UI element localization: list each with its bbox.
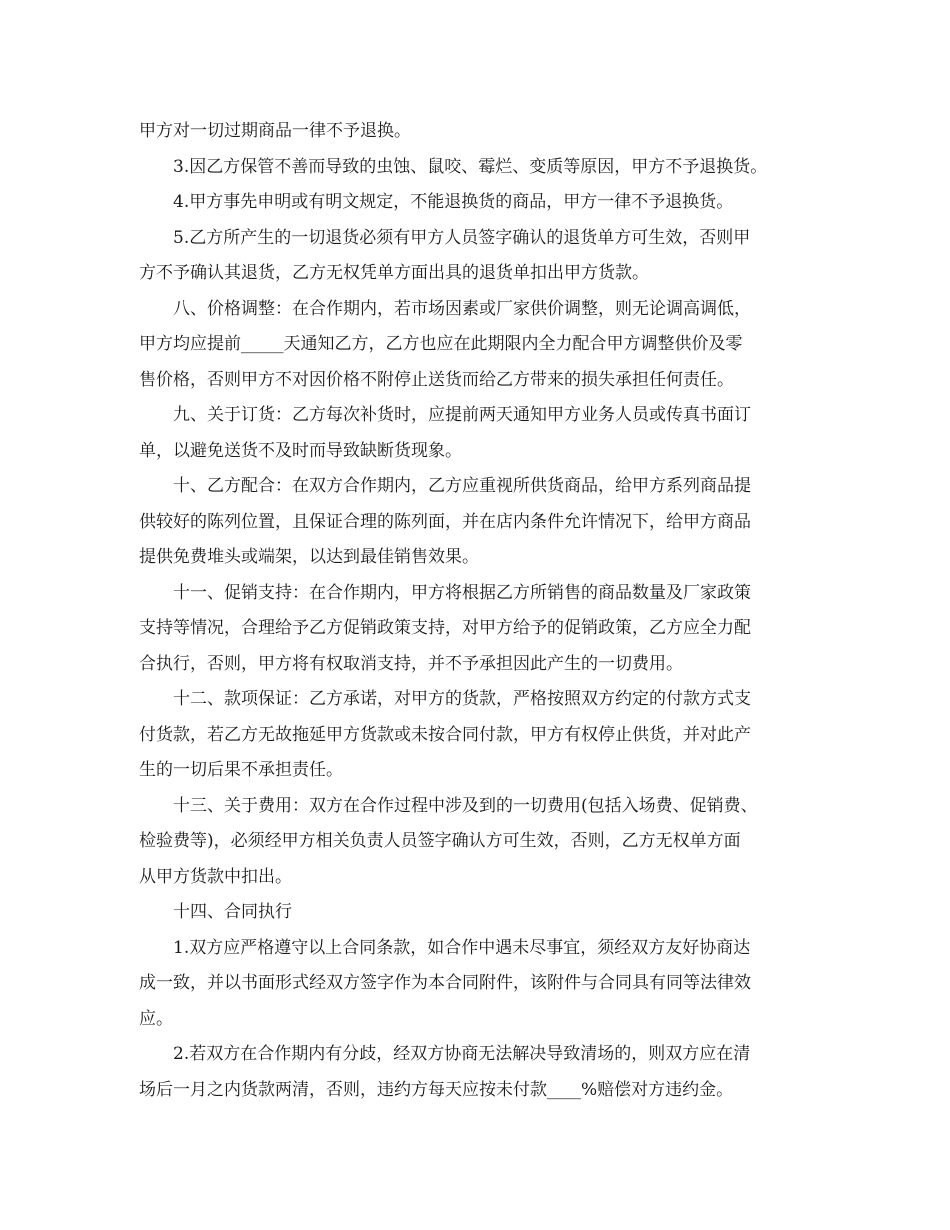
document-body	[139, 114, 819, 1108]
text-line: 2.若双方在合作期内有分歧，经双方协商无法解决导致清场的，则双方应在清	[173, 1044, 751, 1064]
text-line: 十三、关于费用：双方在合作过程中涉及到的一切费用(包括入场费、促销费、	[173, 795, 758, 816]
text-line: 甲方均应提前_____天通知乙方，乙方也应在此期限内全力配合甲方调整供价及零	[139, 334, 743, 354]
text-line: 十、乙方配合：在双方合作期内，乙方应重视所供货商品，给甲方系列商品提	[173, 476, 751, 496]
text-line: 八、价格调整：在合作期内，若市场因素或厂家供价调整，则无论调高调低，	[173, 298, 751, 319]
text-line: 成一致，并以书面形式经双方签字作为本合同附件，该附件与合同具有同等法律效	[139, 973, 751, 993]
text-line: 从甲方货款中扣出。	[139, 866, 292, 887]
section-heading: 十四、合同执行	[173, 902, 292, 922]
text-line: 1.双方应严格遵守以上合同条款，如合作中遇未尽事宜，须经双方友好协商达	[173, 937, 751, 958]
text-line: 供较好的陈列位置，且保证合理的陈列面，并在店内条件允许情况下，给甲方商品	[139, 511, 751, 532]
text-line: 售价格，否则甲方不对因价格不附停止送货而给乙方带来的损失承担任何责任。	[139, 369, 734, 390]
text-line: 应。	[139, 1008, 173, 1029]
text-line: 生的一切后果不承担责任。	[139, 760, 343, 780]
text-line: 检验费等)，必须经甲方相关负责人员签字确认方可生效，否则，乙方无权单方面	[139, 831, 741, 851]
text-line: 付货款，若乙方无故拖延甲方货款或未按合同付款，甲方有权停止供货，并对此产	[139, 724, 751, 745]
text-line: 九、关于订货：乙方每次补货时，应提前两天通知甲方业务人员或传真书面订	[173, 405, 751, 425]
text-line: 十二、款项保证：乙方承诺，对甲方的货款，严格按照双方约定的付款方式支	[173, 689, 751, 709]
text-line: 方不予确认其退货，乙方无权凭单方面出具的退货单扣出甲方货款。	[139, 263, 649, 283]
text-line: 提供免费堆头或端架，以达到最佳销售效果。	[139, 547, 479, 567]
text-line: 4.甲方事先申明或有明文规定，不能退换货的商品，甲方一律不予退换货。	[173, 192, 734, 212]
text-line: 十一、促销支持：在合作期内，甲方将根据乙方所销售的商品数量及厂家政策	[173, 582, 751, 603]
text-line: 5.乙方所产生的一切退货必须有甲方人员签字确认的退货单方可生效，否则甲	[173, 227, 751, 248]
text-line: 甲方对一切过期商品一律不予退换。	[139, 121, 411, 141]
text-line: 场后一月之内货款两清，否则，违约方每天应按未付款____%赔偿对方违约金。	[139, 1079, 734, 1100]
text-line: 支持等情况，合理给予乙方促销政策支持，对甲方给予的促销政策，乙方应全力配	[139, 618, 751, 638]
text-line: 单，以避免送货不及时而导致缺断货现象。	[139, 440, 462, 461]
text-line: 合执行，否则，甲方将有权取消支持，并不予承担因此产生的一切费用。	[139, 653, 683, 674]
text-line: 3.因乙方保管不善而导致的虫蚀、鼠咬、霉烂、变质等原因，甲方不予退换货。	[173, 156, 768, 177]
